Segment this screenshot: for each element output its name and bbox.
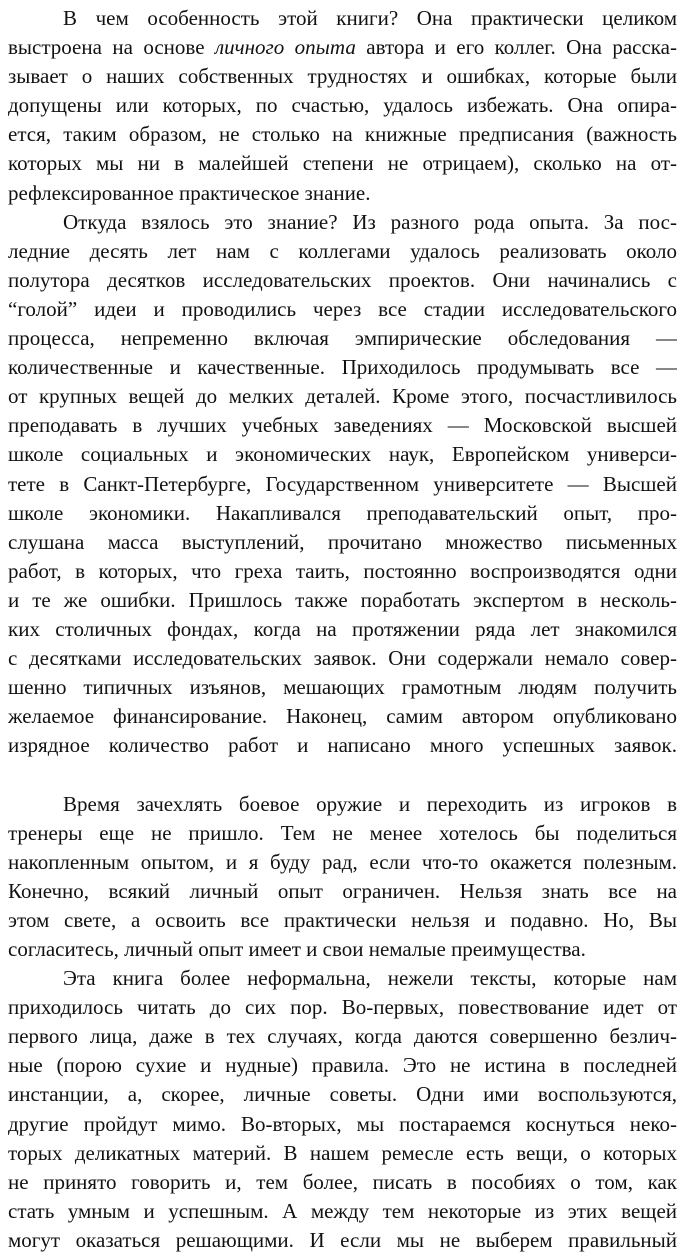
- paragraph: [8, 964, 677, 1255]
- text-line: торых деликатных материй. В нашем ремесле есть вещи, о которых: [8, 1140, 677, 1165]
- paragraph: [8, 790, 677, 965]
- text-line: инстанции, а, скорее, личные советы. Одни ими воспользуются,: [8, 1082, 677, 1107]
- paragraph: [8, 4, 677, 208]
- emphasized-phrase: личного опыта: [214, 35, 356, 60]
- text-line: количественные и качественные. Приходилось продумывать все —: [8, 355, 677, 380]
- text-line: тренеры еще не пришло. Тем не менее хотелось бы поделиться: [8, 820, 677, 845]
- text-line: В чем особенность этой книги? Она практически целиком: [63, 6, 677, 30]
- text-line: полутора десятков исследовательских проектов. Они начинались с: [8, 267, 677, 292]
- text-line: могут оказаться решающими. И если мы не выберем правильный: [8, 1227, 677, 1252]
- text-line: допущены или которых, по счастью, удалось избежать. Она опира-: [8, 93, 677, 118]
- text-line: накопленным опытом, и я буду рад, если что-то окажется полезным.: [8, 849, 677, 874]
- text-line: процесса, непременно включая эмпирические обследования —: [8, 326, 677, 351]
- text-line: Время зачехлять боевое оружие и переходить из игроков в: [63, 791, 677, 816]
- text-line: тете в Санкт-Петербурге, Государственном университете — Высшей: [8, 471, 677, 496]
- text-line: с десятками исследовательских заявок. Они содержали немало совер-: [8, 646, 677, 671]
- text-line: ких столичных фондах, когда на протяжении ряда лет знакомился: [8, 616, 677, 641]
- text-line: “голой” идеи и проводились через все стадии исследовательского: [8, 296, 677, 321]
- text-line: первого лица, даже в тех случаях, когда даются совершенно безлич-: [8, 1024, 677, 1049]
- text-line: [8, 760, 677, 789]
- text-line: работ, в которых, что греха таить, постоянно воспроизводятся одни: [8, 558, 677, 583]
- text-line: слушана масса выступлений, прочитано множество письменных: [8, 529, 677, 554]
- text-line: зывает о наших собственных трудностях и ошибках, которые были: [8, 64, 677, 89]
- text-run: выстроена на основе: [8, 35, 215, 60]
- text-line: изрядное количество работ и написано много успешных заявок.: [8, 733, 677, 758]
- text-run: автора и его коллег. Она расска-: [355, 35, 677, 60]
- text-line: ные (порою сухие и нудные) правила. Это не истина в последней: [8, 1053, 677, 1078]
- text-line: школе экономики. Накапливался преподавательский опыт, про-: [8, 500, 677, 525]
- text-line: этом свете, а освоить все практически нельзя и подавно. Но, Вы: [8, 907, 677, 932]
- text-line: Конечно, всякий личный опыт ограничен. Нельзя знать все на: [8, 878, 677, 903]
- paragraph: [8, 208, 677, 790]
- text-line: желаемое финансирование. Наконец, самим автором опубликовано: [8, 704, 677, 729]
- text-line: согласитесь, личный опыт имеет и свои немалые преимущества.: [8, 937, 586, 961]
- text-line: ется, таким образом, не столько на книжные предписания (важность: [8, 122, 677, 147]
- text-line: другие пройдут мимо. Во-вторых, мы постараемся коснуться неко-: [8, 1111, 677, 1136]
- text-line: приходилось читать до сих пор. Во-первых, повествование идет от: [8, 995, 677, 1020]
- text-line: [8, 33, 677, 62]
- text-line: ледние десять лет нам с коллегами удалось реализовать около: [8, 238, 677, 263]
- text-line: рефлексированное практическое знание.: [8, 180, 371, 205]
- text-line: от крупных вещей до мелких деталей. Кроме этого, посчастливилось: [8, 384, 677, 409]
- text-line: школе социальных и экономических наук, Европейском универси-: [8, 442, 677, 467]
- text-line: которых мы ни в малейшей степени не отрицаем), сколько на от-: [8, 151, 677, 176]
- text-line: не принято говорить и, тем более, писать в пособиях о том, как: [8, 1169, 677, 1194]
- text-line: преподавать в лучших учебных заведениях — Московской высшей: [8, 413, 677, 438]
- text-line: и те же ошибки. Пришлось также поработать экспертом в несколь-: [8, 587, 677, 612]
- text-line: стать умным и успешным. А между тем некоторые из этих вещей: [8, 1198, 677, 1223]
- book-page-text: [8, 4, 677, 1255]
- text-line: шенно типичных изъянов, мешающих грамотным людям получить: [8, 675, 677, 700]
- text-line: Откуда взялось это знание? Из разного рода опыта. За пос-: [63, 209, 677, 234]
- text-line: Эта книга более неформальна, нежели тексты, которые нам: [63, 966, 677, 991]
